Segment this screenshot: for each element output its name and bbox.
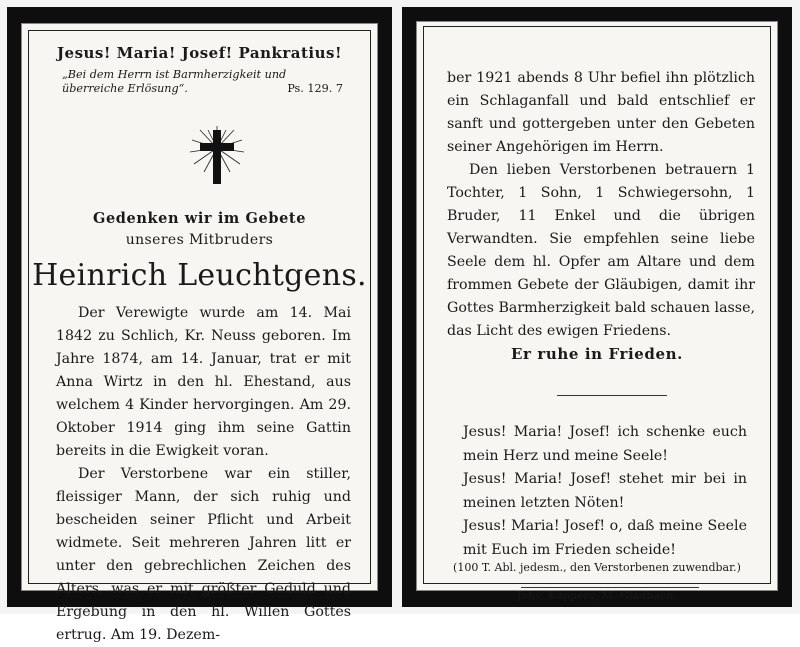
biography-paragraph-1: Der Verewigte wurde am 14. Mai 1842 zu Schlich, Kr. Neuss geboren. Im Jahre 1874, am 14. Januar, trat er mit Anna Wirtz in den hl. Ehestand, aus welchem 4 Kinder hervorgingen. Am 29. Oktober 1914 ging ihm seine Gattin bereits in die Ewigkeit voran. [56, 305, 351, 459]
deceased-name: Heinrich Leuchtgens. [32, 258, 367, 293]
psalm-quote [62, 68, 343, 96]
left-panel [7, 7, 392, 643]
biography-text [56, 302, 351, 647]
indulgence-note: (100 T. Abl. jedesm., den Verstorbenen zuwendbar.) [453, 561, 741, 574]
memorial-heading: Gedenken wir im Gebete [92, 210, 307, 227]
biography-paragraph-2: Der Verstorbene war ein stiller, fleissiger Mann, der sich ruhig und bescheiden seiner Pflicht und Arbeit widmete. Seit mehreren Jahren litt er unter den gebrechlichen Zeichen des Alters, was er mit größter Geduld und Ergebung in den hl. Willen Gottes ertrug. Am 19. Dezem- [56, 466, 351, 643]
right-panel [402, 7, 792, 607]
right-card-page [416, 21, 778, 602]
memorial-subheading: unseres Mitbruders [125, 232, 274, 248]
cross-icon [190, 126, 244, 186]
left-card-page [21, 23, 378, 643]
prayer-1: Jesus! Maria! Josef! ich schenke euch mein Herz und meine Seele! [463, 424, 747, 464]
prayer-2: Jesus! Maria! Josef! stehet mir bei in meinen letzten Nöten! [463, 471, 747, 511]
prayers [463, 421, 747, 562]
quote-text: „Bei dem Herrn ist Barmherzigkeit und überreiche Erlösung“. [62, 68, 287, 95]
invocation-heading: Jesus! Maria! Josef! Pankratius! [56, 44, 343, 62]
printer-rule [521, 587, 699, 588]
continuation-paragraph-2: Den lieben Verstorbenen betrauern 1 Tochter, 1 Sohn, 1 Schwiegersohn, 1 Bruder, 11 Enkel und die übrigen Verwandten. Sie empfehlen seine liebe Seele dem hl. Opfer am Altare und dem frommen Gebete der Gläubigen, damit ihr Gottes Barmherzigkeit bald schauen lasse, das Licht des ewigen Friedens. [447, 162, 755, 339]
printer-imprint: Johs. Küppers, M.-Gladbach. [517, 590, 677, 602]
continuation-text [447, 67, 755, 343]
prayer-3: Jesus! Maria! Josef! o, daß meine Seele mit Euch im Frieden scheide! [463, 518, 747, 558]
closing-line: Er ruhe in Frieden. [511, 345, 683, 363]
continuation-paragraph-1: ber 1921 abends 8 Uhr befiel ihn plötzlich ein Schlaganfall und bald entschlief er sanft und gottergeben unter den Gebeten seiner Angehörigen im Herrn. [447, 70, 755, 155]
quote-reference: Ps. 129. 7 [287, 82, 343, 95]
divider [557, 395, 667, 396]
